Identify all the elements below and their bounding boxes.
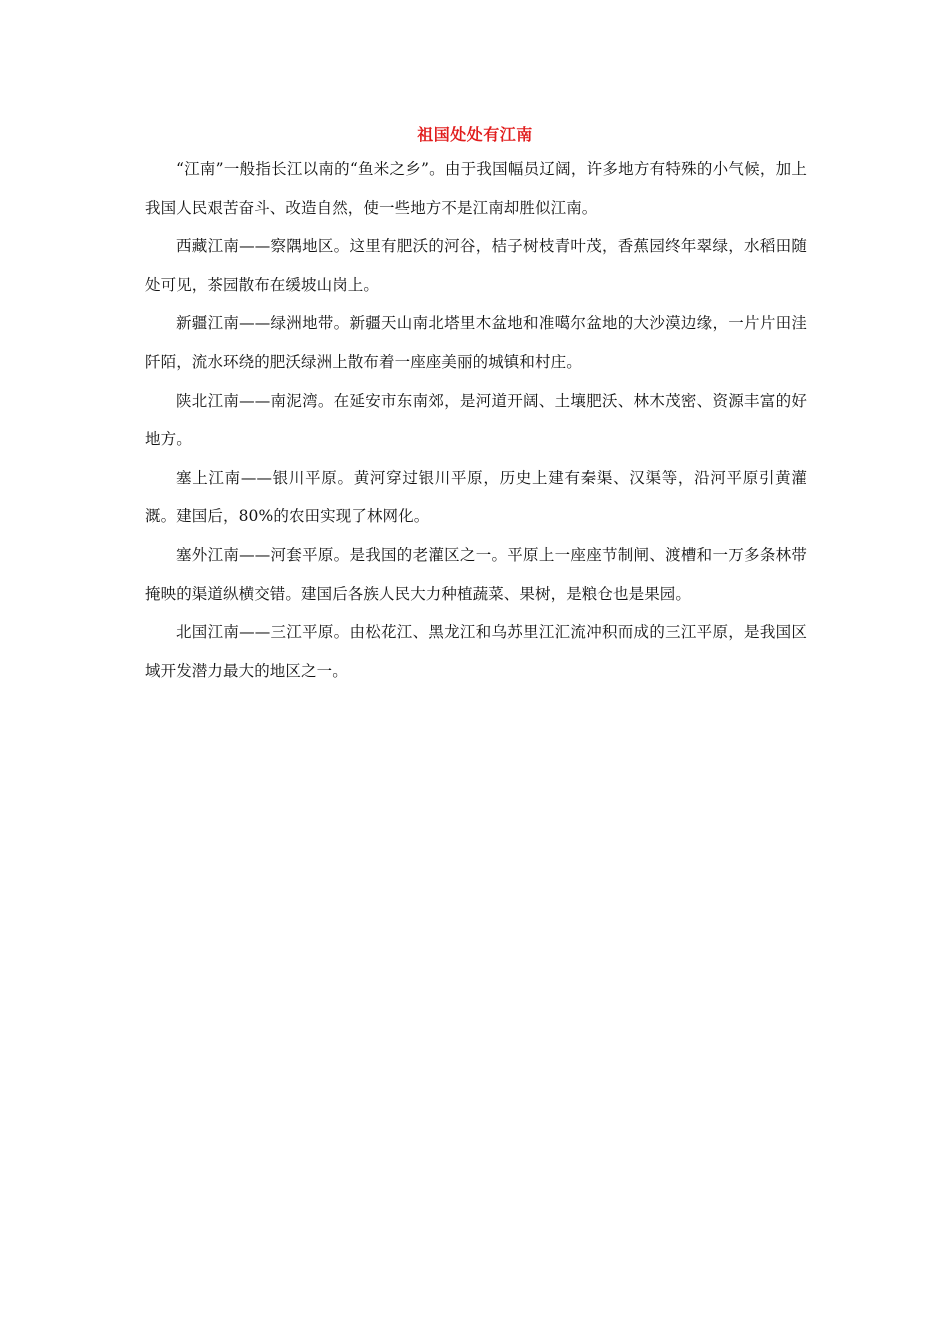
document-title: 祖国处处有江南	[417, 125, 533, 144]
paragraph-tibet: 西藏江南——察隅地区。这里有肥沃的河谷，桔子树枝青叶茂，香蕉园终年翠绿，水稻田随处可见，茶园散布在缓坡山岗上。	[145, 237, 807, 294]
paragraph-intro: “江南”一般指长江以南的“鱼米之乡”。由于我国幅员辽阔，许多地方有特殊的小气候，加上我国人民艰苦奋斗、改造自然，使一些地方不是江南却胜似江南。	[145, 160, 807, 217]
paragraph-shaanbei: 陕北江南——南泥湾。在延安市东南郊，是河道开阔、土壤肥沃、林木茂密、资源丰富的好地方。	[145, 391, 807, 449]
paragraph-xinjiang: 新疆江南——绿洲地带。新疆天山南北塔里木盆地和准噶尔盆地的大沙漠边缘，一片片田洼阡陌，流水环绕的肥沃绿洲上散布着一座座美丽的城镇和村庄。	[145, 314, 807, 371]
paragraph-saishang: 塞上江南——银川平原。黄河穿过银川平原，历史上建有秦渠、汉渠等，沿河平原引黄灌溉。建国后，80%的农田实现了林网化。	[145, 468, 807, 526]
paragraph-saiwai: 塞外江南——河套平原。是我国的老灌区之一。平原上一座座节制闸、渡槽和一万多条林带掩映的渠道纵横交错。建国后各族人民大力种植蔬菜、果树，是粮仓也是果园。	[145, 545, 807, 603]
document-body	[145, 150, 807, 690]
paragraph-beiguo: 北国江南——三江平原。由松花江、黑龙江和乌苏里江汇流冲积而成的三江平原，是我国区域开发潜力最大的地区之一。	[145, 623, 807, 680]
